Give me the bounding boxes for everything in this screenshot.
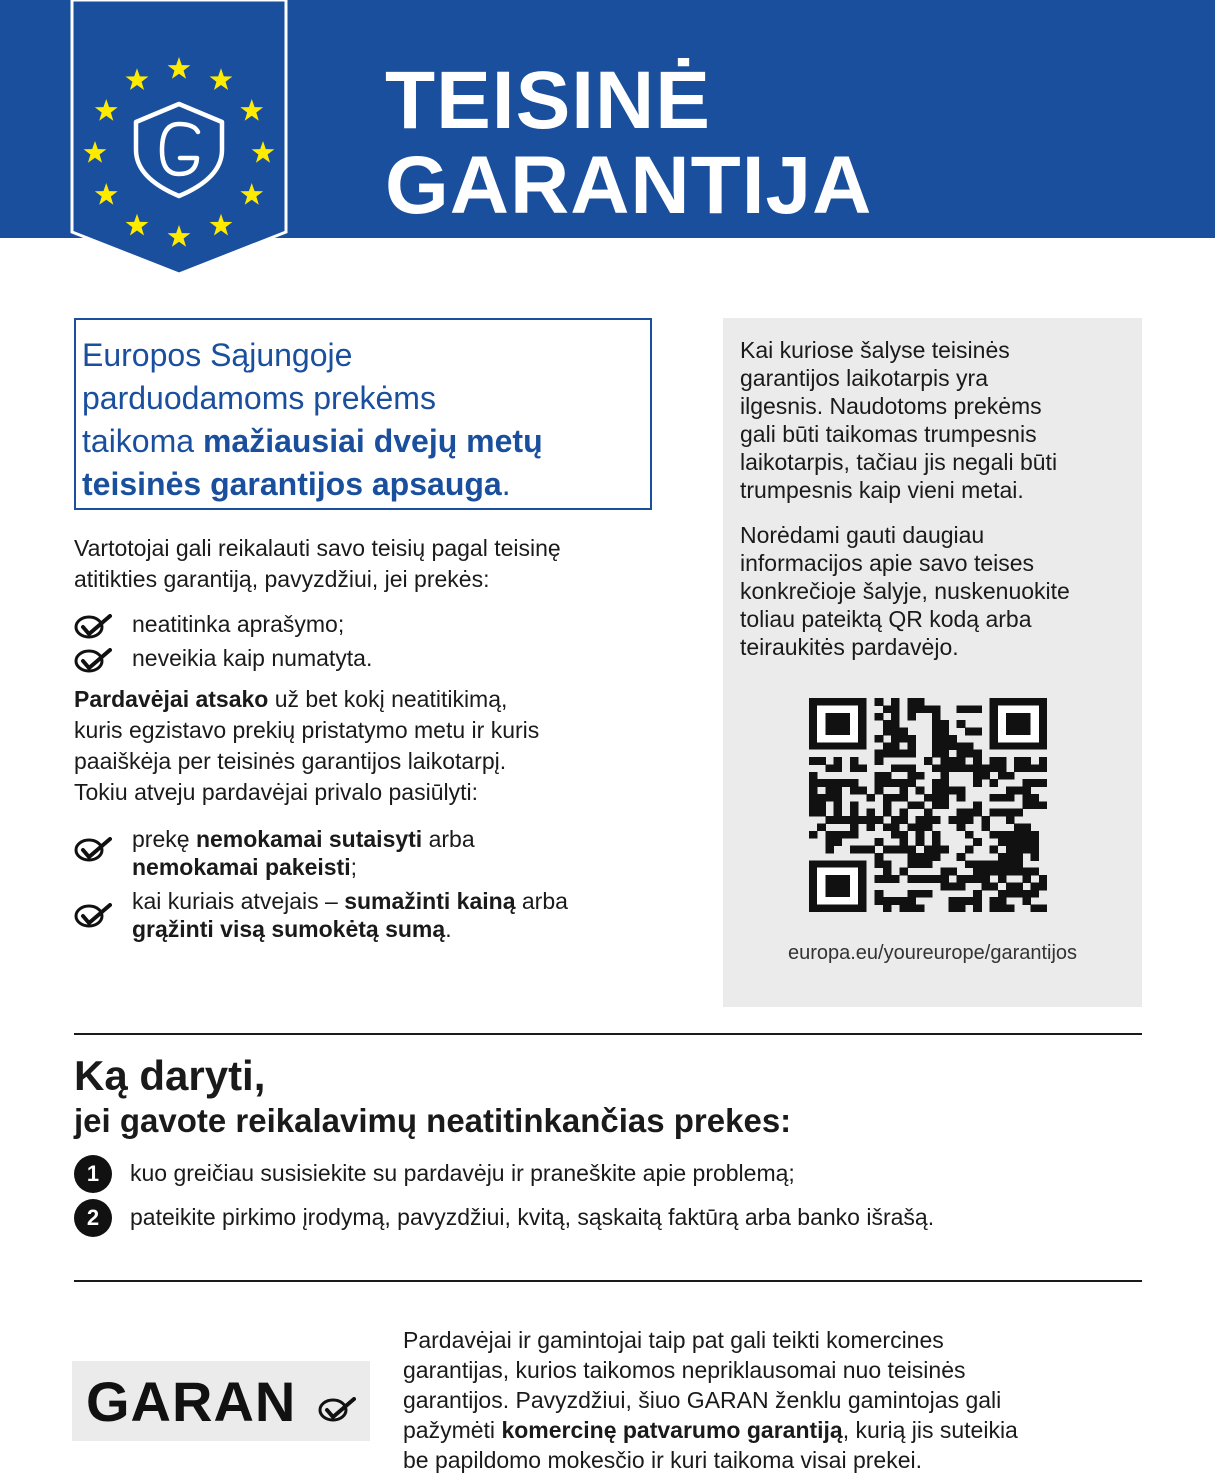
intro-emphasis: teisinės garantijos apsauga <box>82 466 502 502</box>
intro-emphasis: mažiausiai dvejų metų <box>202 423 543 459</box>
commercial-guarantee-paragraph: Pardavėjai ir gamintojai taip pat gali teikti komercines garantijas, kurios taikomos nepriklausomai nuo teisinės garantijos. Pavyzdžiui, šiuo GARAN ženklu gamintojas gali pažymėti komercinę patvarumo garantiją, kurią jis suteikia be papildomo mokesčio ir kuri taikoma visai prekei. <box>403 1327 1018 1473</box>
sellers-line: kuris egzistavo prekių pristatymo metu ir kuris <box>74 717 540 743</box>
sellers-line: Tokiu atveju pardavėjai privalo pasiūlyti: <box>74 779 478 805</box>
checkmark-icon <box>74 614 112 640</box>
consumers-paragraph <box>74 533 561 595</box>
info-paragraph-2: Norėdami gauti daugiau informacijos apie savo teises konkrečioje šalyje, nuskenuokite toliau pateiktą QR kodą arba teiraukitės pardavėjo. <box>740 522 1070 660</box>
list-item-text: neatitinka aprašymo; <box>132 611 345 637</box>
section-subheading: jei gavote reikalavimų neatitinkančias prekes: <box>74 1102 792 1139</box>
sellers-emphasis: Pardavėjai atsako <box>74 686 269 712</box>
consumers-line: atitikties garantiją, pavyzdžiui, jei prekės: <box>74 566 490 592</box>
intro-line: parduodamoms prekėms <box>82 380 436 416</box>
checkmark-icon <box>318 1397 356 1423</box>
step-number-badge: 2 <box>74 1199 112 1237</box>
checkmark-icon <box>74 837 112 863</box>
section-divider <box>74 1033 1142 1035</box>
checkmark-icon <box>74 903 112 929</box>
info-paragraph-1: Kai kuriose šalyse teisinės garantijos laikotarpis yra ilgesnis. Naudotoms prekėms gali būti taikomas trumpesnis laikotarpis, tačiau jis negali būti trumpesnis kaip vieni metai. <box>740 337 1058 503</box>
qr-code-icon[interactable] <box>809 698 1047 912</box>
page-title <box>385 55 873 231</box>
title-line-1: TEISINĖ <box>385 55 711 146</box>
checkmark-icon <box>74 648 112 674</box>
garan-logo <box>72 1361 370 1441</box>
eu-guarantee-emblem-icon <box>70 0 288 276</box>
info-panel <box>723 318 1142 1007</box>
sellers-line: paaiškėja per teisinės garantijos laikotarpį. <box>74 748 507 774</box>
intro-line: taikoma mažiausiai dvejų metų <box>82 423 543 459</box>
intro-line: Europos Sąjungoje <box>82 337 353 373</box>
step-text: pateikite pirkimo įrodymą, pavyzdžiui, kvitą, sąskaitą faktūrą arba banko išrašą. <box>130 1204 935 1230</box>
sellers-line: Pardavėjai atsako už bet kokį neatitikimą, <box>74 686 508 712</box>
garan-logo-text: GARAN <box>86 1370 297 1433</box>
list-item-text: neveikia kaip numatyta. <box>132 645 373 671</box>
intro-highlight-box <box>74 318 652 510</box>
step-text: kuo greičiau susisiekite su pardavėju ir praneškite apie problemą; <box>130 1160 795 1186</box>
step-number-badge: 1 <box>74 1155 112 1193</box>
section-divider <box>74 1280 1142 1282</box>
consumers-line: Vartotojai gali reikalauti savo teisių pagal teisinę <box>74 535 561 561</box>
title-line-2: GARANTIJA <box>385 140 873 231</box>
sellers-paragraph <box>74 684 539 808</box>
info-url-link[interactable]: europa.eu/youreurope/garantijos <box>787 942 1078 964</box>
section-heading: Ką daryti, <box>74 1052 266 1099</box>
intro-line: teisinės garantijos apsauga. <box>82 466 511 502</box>
